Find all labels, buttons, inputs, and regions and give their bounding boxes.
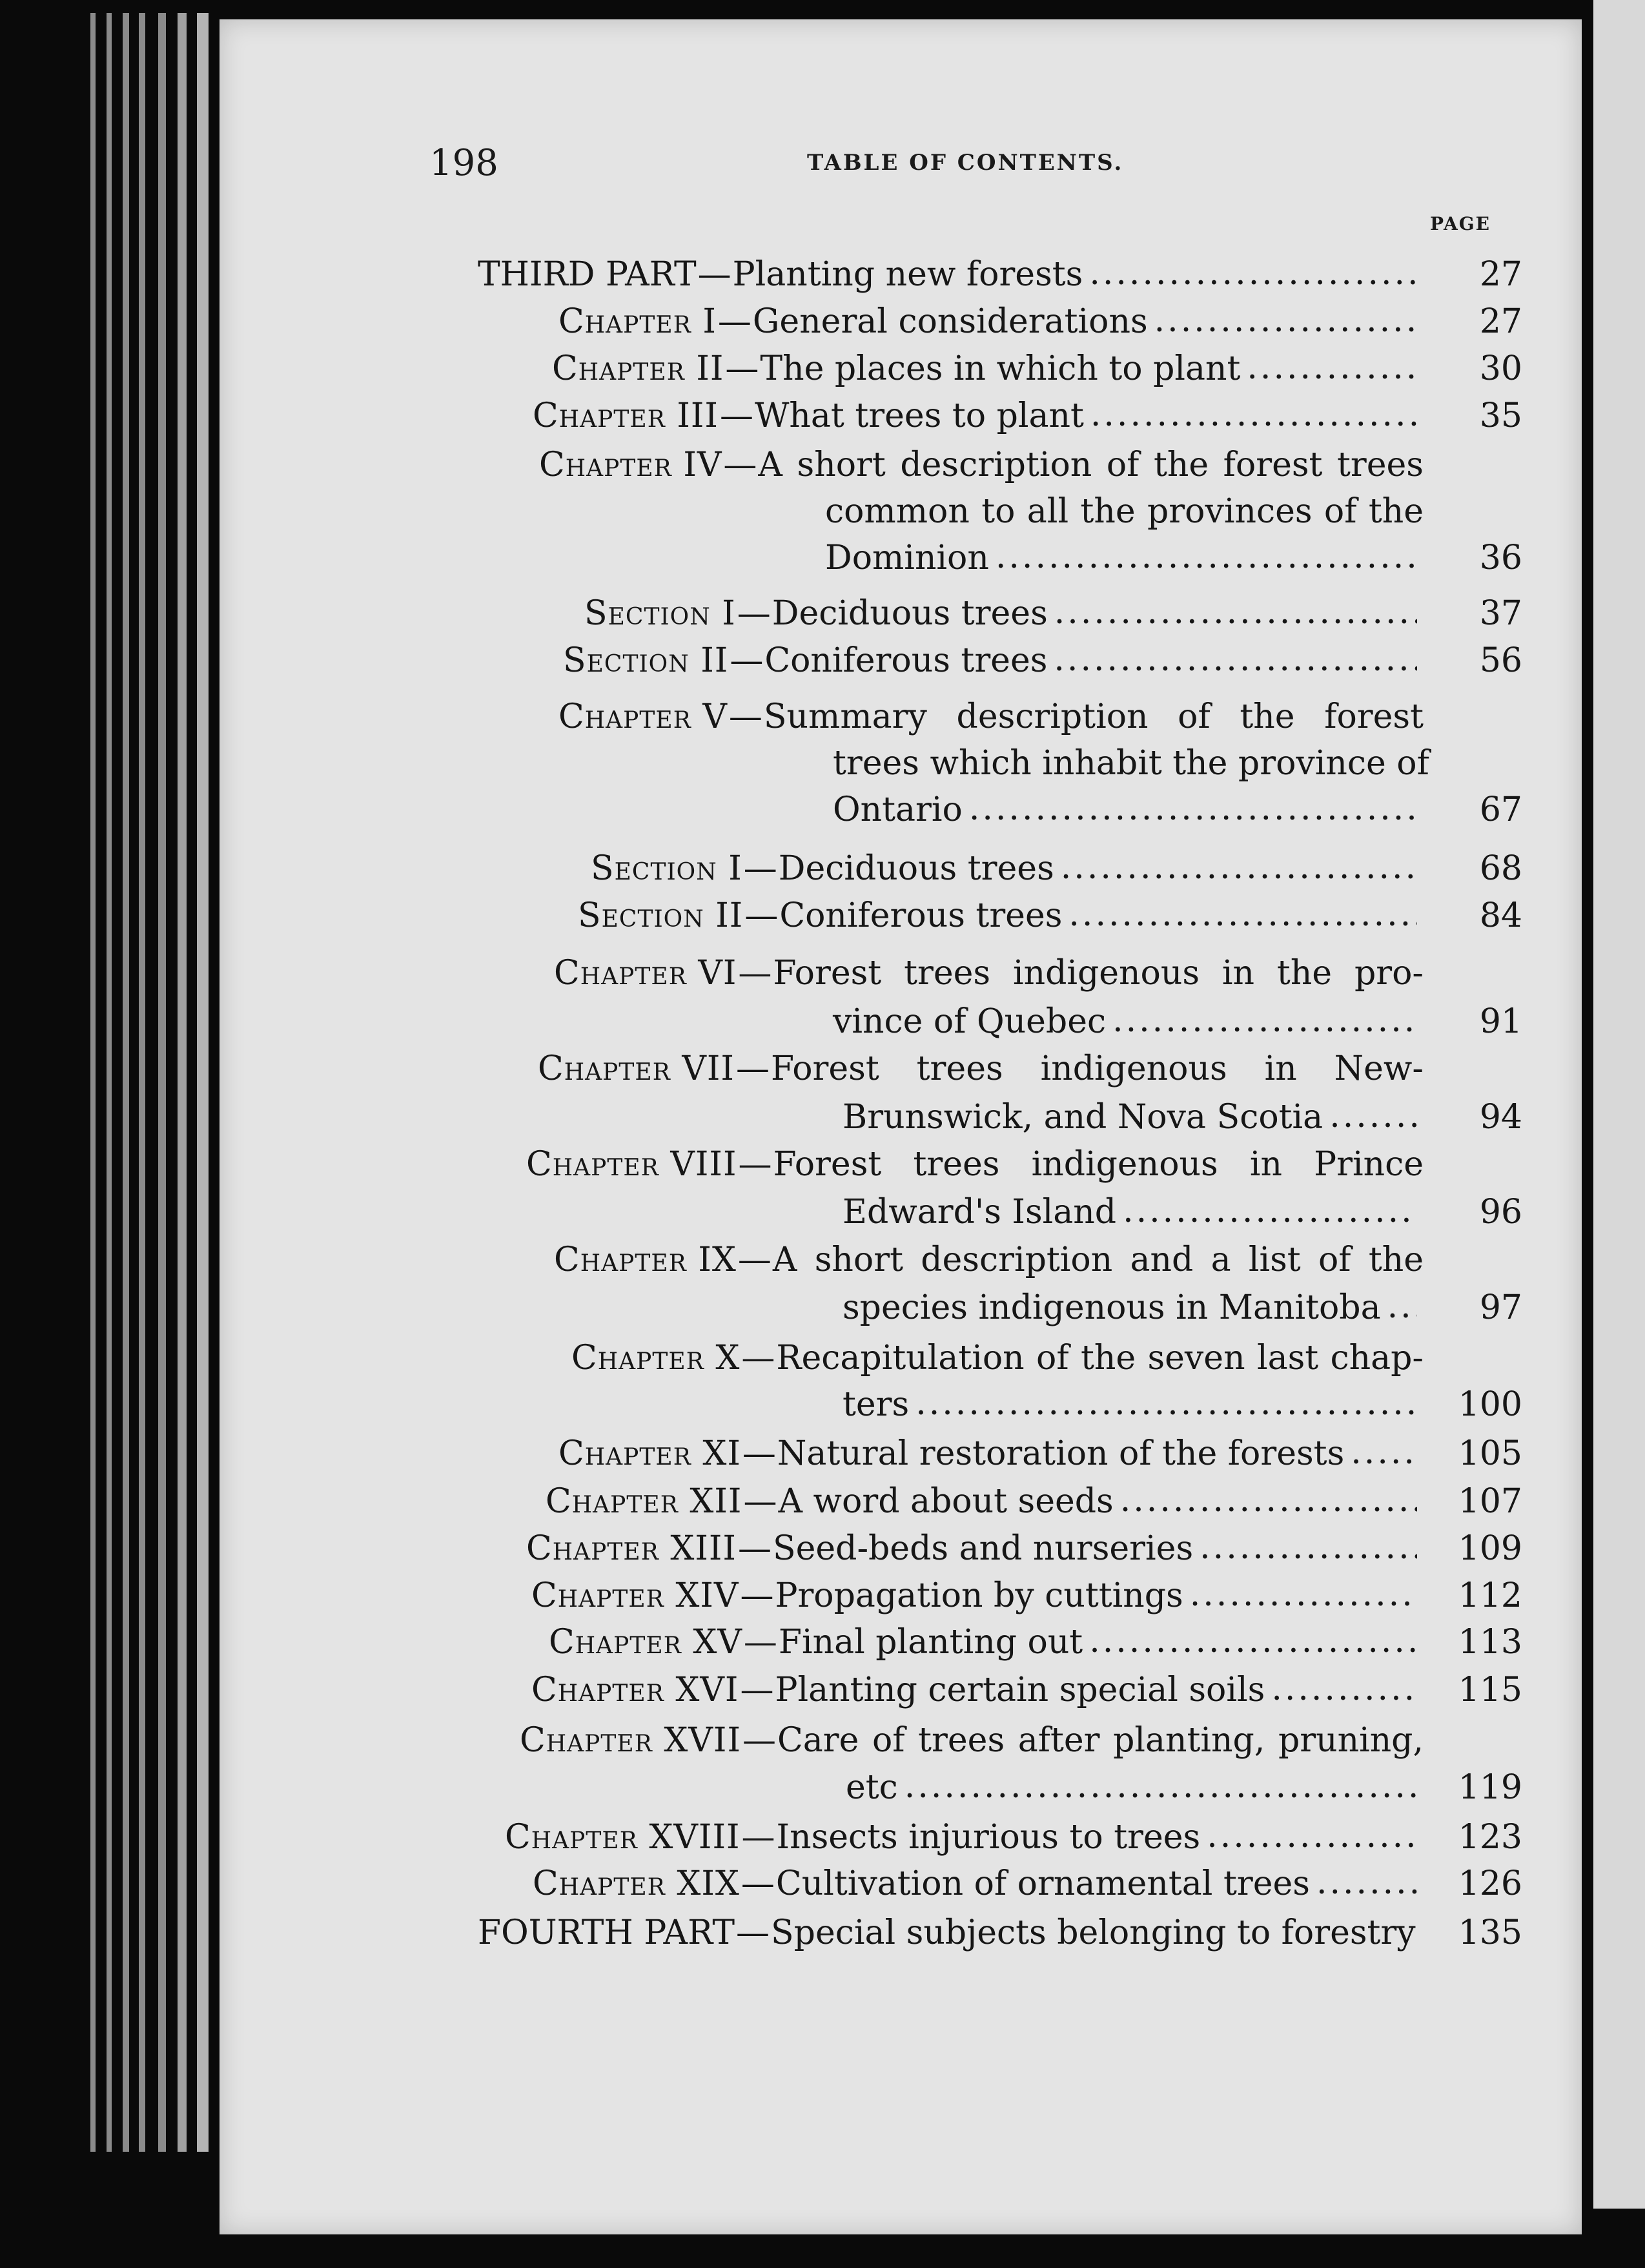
toc-entry-title: Forest trees indigenous in Prince [773,1145,1424,1184]
toc-entry [533,393,1424,438]
facing-page-edge [1593,0,1645,2209]
toc-entry [578,893,1424,938]
toc-page-number: 68 [1479,849,1522,888]
dot-leader [1154,298,1417,343]
toc-page-number: 113 [1458,1623,1522,1662]
toc-entry [584,591,1424,636]
toc-entry-label: Chapter VIII [526,1145,737,1184]
toc-entry-label: Chapter XVI [531,1671,739,1709]
toc-entry-dash: — [742,1721,776,1760]
toc-entry-title: Planting new forests [732,255,1083,294]
toc-entry-title: Special subjects belonging to forestry [771,1913,1416,1952]
dot-leader [1316,1860,1417,1905]
toc-entry [478,252,1424,297]
toc-entry-label: Section II [578,896,744,935]
dot-leader [1200,1525,1417,1570]
toc-entry-dash: — [697,255,731,294]
toc-entry [520,1718,1424,1763]
toc-page-number: 30 [1479,349,1522,388]
toc-entry-title: Deciduous trees [771,594,1048,633]
dot-leader [1351,1430,1417,1475]
toc-entry [531,1573,1424,1618]
toc-entry-title: Insects injurious to trees [776,1818,1201,1857]
dot-leader [904,1764,1417,1809]
toc-entry-title: Dominion [825,539,989,577]
dot-leader [1068,892,1417,937]
toc-entry [526,1142,1424,1187]
toc-entry-continuation [833,999,1424,1044]
dot-leader [1387,1284,1417,1329]
page-number: 198 [429,142,498,184]
toc-entry-label: Chapter XIV [531,1576,739,1615]
toc-entry-continuation [843,1382,1424,1427]
toc-entry [558,299,1424,344]
toc-entry [549,1620,1424,1665]
toc-entry-label: Chapter XV [549,1623,742,1662]
toc-entry [539,442,1424,488]
toc-page-number: 96 [1479,1193,1522,1232]
toc-entry [552,346,1424,391]
toc-page-number: 35 [1479,397,1522,435]
toc-page-number: 112 [1458,1576,1522,1615]
toc-entry-title: ters [843,1385,910,1424]
toc-page-number: 56 [1479,641,1522,680]
toc-entry-dash: — [719,397,753,435]
page-edge [123,13,129,2152]
dot-leader [1271,1666,1417,1711]
toc-page-number: 27 [1479,255,1522,294]
toc-entry-title: Brunswick, and Nova Scotia [843,1098,1323,1137]
toc-page-number: 126 [1458,1864,1522,1903]
toc-entry [558,1431,1424,1476]
toc-entry-dash: — [723,446,757,484]
toc-entry [538,1046,1424,1091]
toc-page-number: 91 [1479,1002,1522,1041]
toc-page-number: 109 [1458,1529,1522,1568]
toc-entry-title: etc [846,1768,898,1807]
page-edge [139,13,145,2152]
toc-entry-title: Coniferous trees [764,641,1048,680]
dot-leader [1120,1478,1417,1523]
toc-entry-label: Chapter II [552,349,724,388]
toc-entry-label: Chapter IX [554,1241,737,1279]
toc-entry-label: Chapter XII [546,1482,742,1521]
toc-entry-label: Section I [591,849,742,888]
toc-entry [505,1815,1424,1860]
toc-entry-title: Ontario [833,790,963,829]
toc-entry-label: THIRD PART [478,255,697,294]
toc-entry-title: Planting certain special soils [775,1671,1265,1709]
toc-entry-title: General considerations [752,302,1148,341]
toc-entry-dash: — [741,1864,775,1903]
dot-leader [969,786,1417,831]
toc-page-number: 37 [1479,594,1522,633]
toc-entry-title: Natural restoration of the forests [777,1434,1345,1473]
toc-entry-title: Deciduous trees [778,849,1054,888]
dot-leader [915,1381,1417,1426]
toc-entry-dash: — [728,697,762,736]
dot-leader [1089,1618,1417,1664]
toc-entry-dash: — [742,1434,776,1473]
toc-entry-label: Chapter III [533,397,719,435]
toc-entry-label: Chapter XIII [526,1529,737,1568]
toc-entry-label: Chapter I [558,302,717,341]
toc-entry-title: Care of trees after planting, pruning, [777,1721,1424,1760]
toc-entry-dash: — [741,1818,775,1857]
dot-leader [1054,590,1417,635]
toc-page-number: 115 [1458,1671,1522,1709]
toc-entry-title: Coniferous trees [779,896,1063,935]
toc-entry [531,1667,1424,1713]
toc-entry [554,951,1424,996]
toc-entry-title: Edward's Island [843,1193,1117,1232]
dot-leader [1112,998,1417,1043]
toc-entry-title: A word about seeds [778,1482,1114,1521]
dot-leader [1207,1813,1417,1859]
toc-entry-label: Chapter V [558,697,728,736]
toc-entry-title: Propagation by cuttings [775,1576,1183,1615]
dot-leader [1329,1093,1417,1139]
toc-entry-dash: — [743,1623,777,1662]
toc-entry-dash: — [737,594,771,633]
page-column-label: PAGE [1430,213,1491,234]
toc-entry-title: species indigenous in Manitoba [843,1288,1381,1327]
toc-entry-title: A short description and a list of the [772,1241,1424,1279]
toc-entry [563,638,1424,683]
toc-page-number: 123 [1458,1818,1522,1857]
toc-entry-label: Chapter VI [554,954,737,993]
toc-entry-dash: — [743,1482,777,1521]
dot-leader [1123,1188,1417,1233]
toc-page-number: 27 [1479,302,1522,341]
page-edge [107,13,112,2152]
dot-leader [1247,345,1417,390]
dot-leader [1054,637,1417,682]
toc-entry-continuation [825,489,1424,534]
toc-entry [558,694,1424,739]
toc-entry-continuation [825,535,1424,581]
dot-leader [1089,251,1417,296]
toc-entry-dash: — [740,1576,774,1615]
toc-entry-continuation [843,1285,1424,1330]
toc-entry-dash: — [737,1529,771,1568]
toc-page-number: 107 [1458,1482,1522,1521]
toc-entry-title: Seed-beds and nurseries [772,1529,1194,1568]
toc-page-number: 119 [1458,1768,1522,1807]
toc-entry-dash: — [737,1241,771,1279]
toc-entry-dash: — [717,302,751,341]
toc-entry-label: Chapter X [571,1339,741,1377]
toc-entry-title: Forest trees indigenous in the pro- [773,954,1424,993]
toc-entry-continuation [833,741,1429,786]
toc-entry-label: Section II [563,641,729,680]
toc-entry [554,1237,1424,1283]
running-head: TABLE OF CONTENTS. [807,150,1124,176]
toc-entry-dash: — [735,1049,770,1088]
toc-entry-title: Recapitulation of the seven last chap- [776,1339,1424,1377]
toc-entry-title: vince of Quebec [833,1002,1107,1041]
toc-entry-dash: — [730,641,764,680]
toc-entry-dash: — [743,849,777,888]
toc-page-number: 100 [1458,1385,1522,1424]
toc-entry-title: common to all the provinces of the [825,492,1424,531]
dot-leader [1190,1572,1417,1617]
toc-page-number: 84 [1479,896,1522,935]
dot-leader [996,534,1417,579]
toc-entry-dash: — [738,1145,772,1184]
toc-page-number: 36 [1479,539,1522,577]
toc-entry [526,1526,1424,1571]
toc-entry-label: Chapter XVIII [505,1818,741,1857]
toc-entry-dash: — [725,349,759,388]
toc-page-number: 97 [1479,1288,1522,1327]
toc-entry-dash: — [741,1339,775,1377]
toc-page-number: 94 [1479,1098,1522,1137]
toc-entry-continuation [833,787,1424,832]
toc-entry-continuation [843,1095,1424,1140]
toc-entry-continuation [846,1765,1424,1810]
toc-entry-label: Chapter XVII [520,1721,741,1760]
toc-entry-label: Chapter XI [558,1434,741,1473]
toc-entry [591,846,1424,891]
toc-entry-title: Cultivation of ornamental trees [775,1864,1310,1903]
dot-leader [1090,392,1417,437]
toc-entry-title: The places in which to plant [760,349,1241,388]
toc-entry-label: FOURTH PART [478,1913,735,1952]
toc-entry-dash: — [740,1671,774,1709]
toc-entry-continuation [843,1190,1424,1235]
page-edge [158,13,166,2152]
toc-entry [546,1479,1424,1524]
toc-entry-title: What trees to plant [754,397,1084,435]
toc-entry [571,1335,1424,1381]
toc-entry [478,1910,1424,1955]
page-edge [178,13,187,2152]
page-edge [90,13,96,2152]
toc-entry-label: Section I [584,594,736,633]
toc-page-number: 67 [1479,790,1522,829]
toc-entry-label: Chapter VII [538,1049,735,1088]
toc-entry [533,1861,1424,1906]
toc-entry-title: Summary description of the forest [763,697,1424,736]
toc-entry-title: Forest trees indigenous in New- [770,1049,1424,1088]
toc-entry-dash: — [744,896,779,935]
toc-entry-title: Final planting out [778,1623,1083,1662]
toc-entry-label: Chapter IV [539,446,722,484]
toc-entry-title: A short description of the forest trees [758,446,1424,484]
toc-entry-dash: — [738,954,772,993]
toc-entry-title: trees which inhabit the province of [833,744,1429,783]
toc-entry-label: Chapter XIX [533,1864,740,1903]
toc-page-number: 135 [1458,1913,1522,1952]
page-edge [197,13,209,2152]
toc-entry-dash: — [736,1913,770,1952]
toc-page-number: 105 [1458,1434,1522,1473]
dot-leader [1061,845,1417,890]
